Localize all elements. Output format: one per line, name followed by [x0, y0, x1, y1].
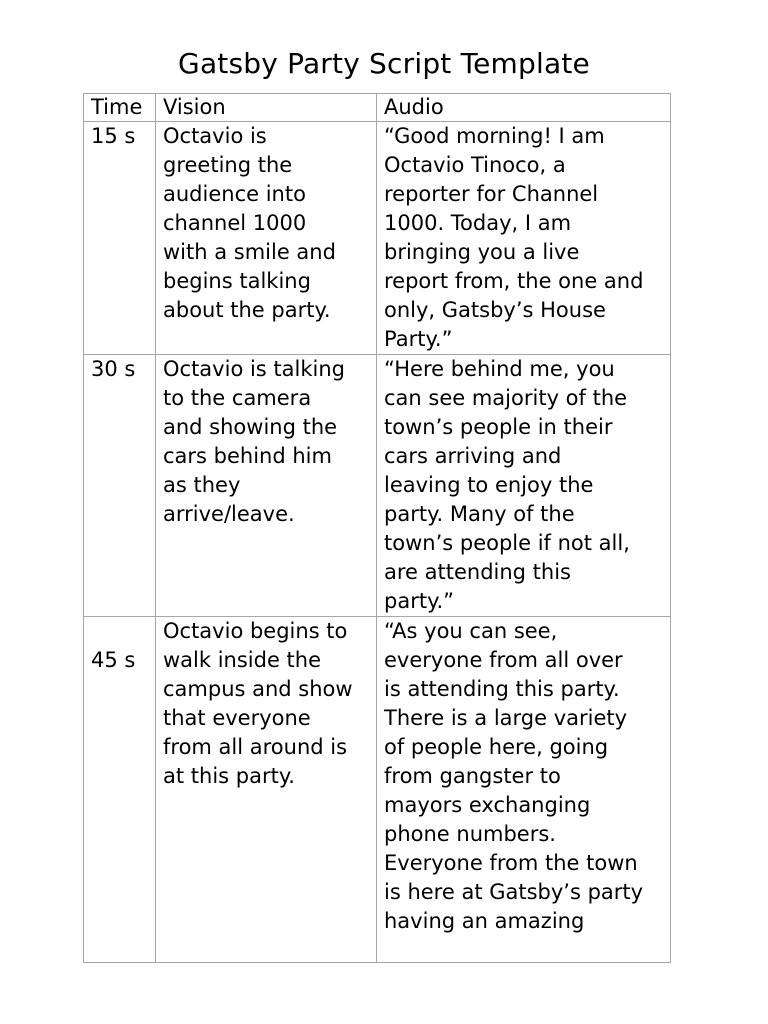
time-cell: 15 s	[84, 122, 156, 355]
time-cell: 30 s	[84, 355, 156, 617]
header-time: Time	[84, 94, 156, 122]
header-audio: Audio	[377, 94, 671, 122]
page-title: Gatsby Party Script Template	[178, 47, 590, 80]
vision-cell: Octavio is greeting the audience into channel 1000 with a smile and begins talking about the party.	[156, 122, 377, 355]
table-header-row	[84, 94, 671, 122]
vision-cell: Octavio begins to walk inside the campus and show that everyone from all around is at this party.	[156, 617, 377, 963]
table-row	[84, 617, 671, 963]
audio-cell: “Here behind me, you can see majority of the town’s people in their cars arriving and leaving to enjoy the party. Many of the town’s people if not all, are attending this party.”	[377, 355, 671, 617]
audio-cell: “As you can see, everyone from all over is attending this party. There is a large variety of people here, going from gangster to mayors exchanging phone numbers. Everyone from the town is here at Gatsby’s party having an amazing	[377, 617, 671, 963]
time-cell: 45 s	[84, 617, 156, 963]
table-row	[84, 355, 671, 617]
audio-cell: “Good morning! I am Octavio Tinoco, a reporter for Channel 1000. Today, I am bringing you a live report from, the one and only, Gatsby’s House Party.”	[377, 122, 671, 355]
table-row	[84, 122, 671, 355]
vision-cell: Octavio is talking to the camera and showing the cars behind him as they arrive/leave.	[156, 355, 377, 617]
script-table	[83, 93, 671, 963]
header-vision: Vision	[156, 94, 377, 122]
